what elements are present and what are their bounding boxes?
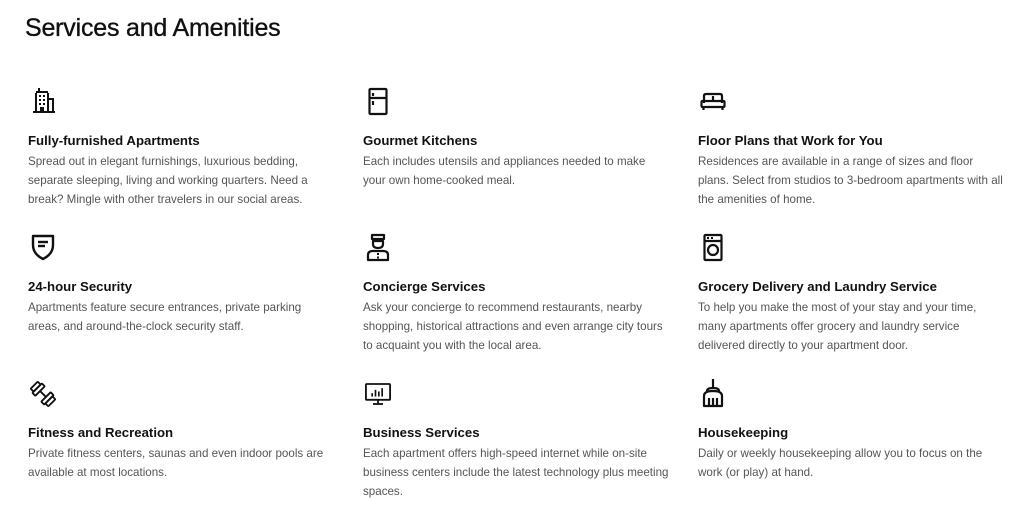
dumbbell-icon	[28, 376, 58, 412]
washing-machine-icon	[698, 230, 728, 266]
service-card-grocery-laundry	[698, 230, 1018, 376]
broom-icon	[698, 376, 728, 412]
service-card-security	[28, 230, 363, 376]
service-description: Ask your concierge to recommend restaurants, nearby shopping, historical attractions and even arrange city tours to acquaint you with the local area.	[363, 301, 663, 352]
service-description: Each includes utensils and appliances needed to make your own home-cooked meal.	[363, 155, 646, 187]
service-description: Spread out in elegant furnishings, luxurious bedding, separate sleeping, living and working quarters. Need a break? Mingle with other travelers in our social areas.	[28, 155, 308, 206]
service-title: Floor Plans that Work for You	[698, 133, 883, 148]
service-description: To help you make the most of your stay and your time, many apartments offer grocery and laundry service delivered directly to your apartment door.	[698, 301, 977, 352]
refrigerator-icon	[363, 84, 393, 120]
service-title: Grocery Delivery and Laundry Service	[698, 279, 937, 294]
presentation-monitor-icon	[363, 376, 393, 412]
shield-icon	[28, 230, 58, 266]
service-card-concierge	[363, 230, 698, 376]
service-title: Gourmet Kitchens	[363, 133, 478, 148]
bed-icon	[698, 84, 728, 120]
service-title: 24-hour Security	[28, 279, 133, 294]
services-grid	[28, 84, 1018, 522]
page-title: Services and Amenities	[25, 14, 281, 42]
service-title: Concierge Services	[363, 279, 486, 294]
concierge-icon	[363, 230, 393, 266]
service-description: Residences are available in a range of sizes and floor plans. Select from studios to 3-bedroom apartments with all the amenities of home.	[698, 155, 1003, 206]
service-card-fitness	[28, 376, 363, 522]
service-card-housekeeping	[698, 376, 1018, 522]
building-icon	[28, 84, 58, 120]
service-description: Daily or weekly housekeeping allow you to focus on the work (or play) at hand.	[698, 447, 983, 479]
service-title: Business Services	[363, 425, 480, 440]
service-description: Private fitness centers, saunas and even indoor pools are available at most locations.	[28, 447, 324, 479]
service-card-furnished-apartments	[28, 84, 363, 230]
service-title: Fitness and Recreation	[28, 425, 174, 440]
service-description: Each apartment offers high-speed internet while on-site business centers include the latest technology plus meeting spaces.	[363, 447, 669, 498]
service-card-floor-plans	[698, 84, 1018, 230]
service-card-gourmet-kitchens	[363, 84, 698, 230]
service-description: Apartments feature secure entrances, private parking areas, and around-the-clock security staff.	[28, 301, 302, 333]
service-title: Fully-furnished Apartments	[28, 133, 200, 148]
service-title: Housekeeping	[698, 425, 789, 440]
service-card-business	[363, 376, 698, 522]
